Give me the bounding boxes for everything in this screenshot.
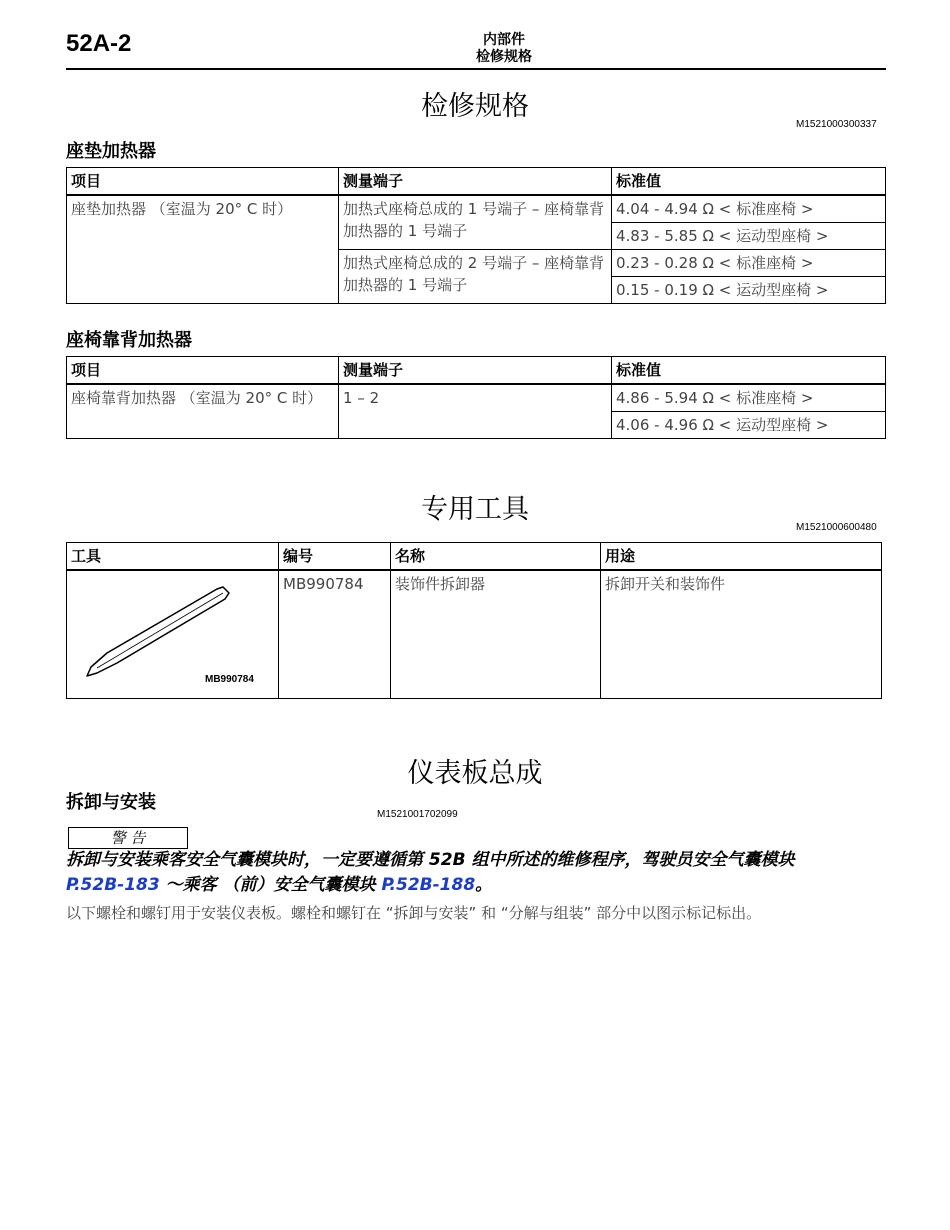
value-cell: 4.04 - 4.94 Ω < 标准座椅 >	[612, 195, 886, 223]
terminal-cell: 加热式座椅总成的 1 号端子 – 座椅靠背加热器的 1 号端子	[339, 195, 612, 250]
warning-text	[66, 848, 886, 898]
backrest-heater-heading: 座椅靠背加热器	[66, 330, 192, 351]
item-cell: 座垫加热器 （室温为 20° C 时）	[67, 195, 339, 304]
value-cell: 0.23 - 0.28 Ω < 标准座椅 >	[612, 250, 886, 277]
subsection-title: 检修规格	[476, 49, 532, 65]
warning-label: 警 告	[68, 827, 188, 849]
column-header: 项目	[67, 357, 339, 385]
column-header: 编号	[279, 543, 391, 571]
value-cell: 4.83 - 5.85 Ω < 运动型座椅 >	[612, 223, 886, 250]
column-header: 工具	[67, 543, 279, 571]
tools-title: 专用工具	[421, 494, 529, 525]
page-link-52b-188[interactable]: P.52B-188	[381, 875, 476, 895]
warning-text-part: 拆卸与安装乘客安全气囊模块时，一定要遵循第 52B 组中所述的维修程序，驾驶员安全气囊模块	[66, 850, 795, 870]
body-paragraph: 以下螺栓和螺钉用于安装仪表板。螺栓和螺钉在 “拆卸与安装” 和 “分解与组装” 部分中以图示标记标出。	[66, 904, 762, 922]
tool-image-cell	[67, 570, 279, 698]
column-header: 用途	[601, 543, 882, 571]
seat-heater-table	[66, 167, 886, 304]
item-cell: 座椅靠背加热器 （室温为 20° C 时）	[67, 384, 339, 439]
tools-code: M1521000600480	[796, 522, 877, 533]
warning-text-end: 。	[475, 875, 493, 895]
column-header: 标准值	[612, 168, 886, 196]
tool-image-label: MB990784	[205, 674, 254, 685]
column-header: 测量端子	[339, 357, 612, 385]
value-cell: 0.15 - 0.19 Ω < 运动型座椅 >	[612, 277, 886, 304]
terminal-cell: 加热式座椅总成的 2 号端子 – 座椅靠背加热器的 1 号端子	[339, 250, 612, 304]
column-header: 名称	[391, 543, 601, 571]
inspection-title: 检修规格	[421, 91, 529, 122]
table-row	[67, 195, 886, 223]
panel-code: M1521001702099	[377, 809, 458, 820]
column-header: 项目	[67, 168, 339, 196]
value-cell: 4.06 - 4.96 Ω < 运动型座椅 >	[612, 412, 886, 439]
table-row	[67, 384, 886, 412]
running-header	[0, 32, 950, 66]
value-cell: 4.86 - 5.94 Ω < 标准座椅 >	[612, 384, 886, 412]
table-header-row	[67, 357, 886, 385]
page-number: 52A-2	[66, 30, 132, 57]
table-header-row	[67, 168, 886, 196]
terminal-cell: 1 – 2	[339, 384, 612, 439]
header-rule	[66, 68, 886, 70]
page-link-52b-183[interactable]: P.52B-183	[66, 875, 160, 895]
section-title: 内部件	[483, 32, 525, 48]
tool-number-cell: MB990784	[279, 570, 391, 698]
backrest-heater-table	[66, 356, 886, 439]
table-row	[67, 570, 882, 698]
column-header: 测量端子	[339, 168, 612, 196]
removal-installation-heading: 拆卸与安装	[66, 792, 156, 813]
column-header: 标准值	[612, 357, 886, 385]
tool-use-cell: 拆卸开关和装饰件	[601, 570, 882, 698]
inspection-code: M1521000300337	[796, 119, 877, 130]
table-header-row	[67, 543, 882, 571]
warning-text-part: ～乘客 （前）安全气囊模块	[159, 875, 382, 895]
panel-title: 仪表板总成	[407, 758, 543, 789]
tools-table	[66, 542, 882, 699]
tool-name-cell: 装饰件拆卸器	[391, 570, 601, 698]
seat-heater-heading: 座垫加热器	[66, 141, 156, 162]
